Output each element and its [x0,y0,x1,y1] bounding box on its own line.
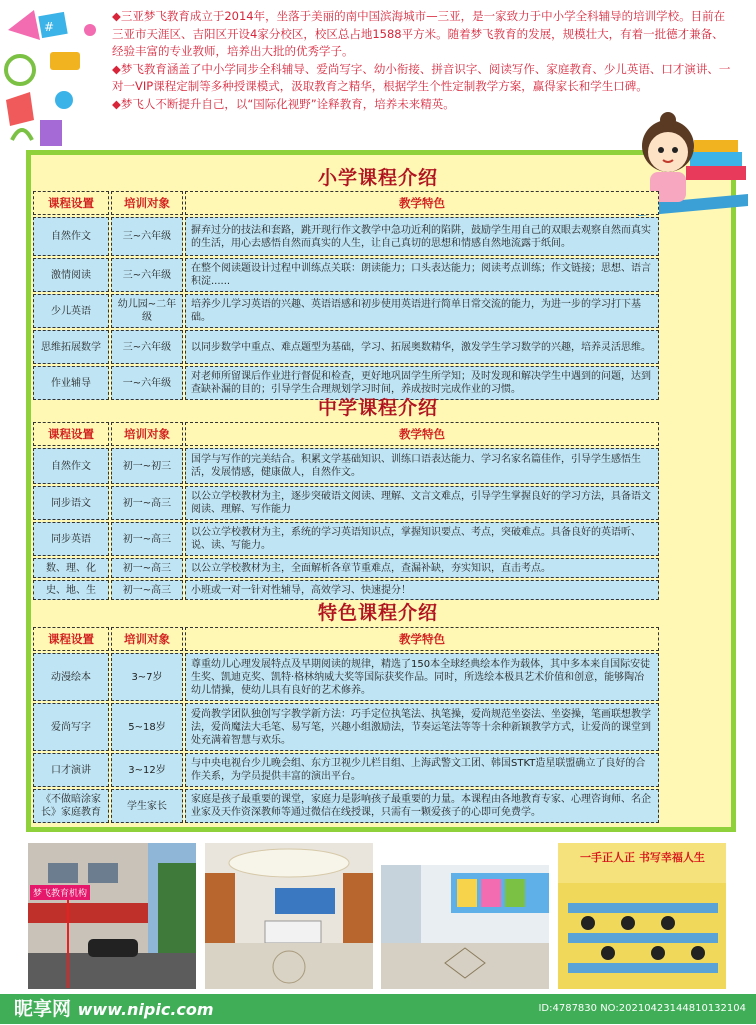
course-cell: 自然作文 [33,448,109,484]
intro-paragraph: ◆梦飞人不断提升自己，以“国际化视野”诠释教育，培养未来精英。 [112,96,455,111]
table-row [33,558,659,578]
target-cell: 初一~高三 [111,486,183,520]
feature-cell: 国学与写作的完美结合。积累文学基础知识、训练口语表达能力、学习名家名篇佳作，引导学生感悟生活，发展情感，健康做人，自然作文。 [185,448,659,484]
photo-classroom [558,843,726,989]
feature-cell: 以公立学校教材为主，系统的学习英语知识点，掌握知识要点、考点，突破难点。具备良好的英语听、说、读、写能力。 [185,522,659,556]
feature-cell: 尊重幼儿心理发展特点及早期阅读的规律，精选了150本全球经典绘本作为载体，其中多本来自国际安徒生奖、凯迪克奖、凯特·格林纳威大奖等国际获奖作品。同时，所选绘本极具艺术价值和创意，能够陶冶幼儿情操，使幼儿具有良好的艺术修养。 [185,653,659,701]
section-title-primary: 小学课程介绍 [317,167,438,189]
target-cell: 3~7岁 [111,653,183,701]
photo-reception-hall [205,843,373,989]
course-cell: 爱尚写字 [33,703,109,751]
feature-cell: 小班或一对一针对性辅导，高效学习、快速提分！ [185,580,659,600]
course-cell: 动漫绘本 [33,653,109,701]
school-location-label: 梦飞教育机构 [30,885,90,900]
table-row [33,448,659,484]
feature-course-table [31,625,661,825]
feature-cell: 与中央电视台少儿晚会组、东方卫视少儿栏目组、上海武警文工团、韩国STKT造星联盟确立了良好的合作关系，为学员提供丰富的演出平台。 [185,753,659,787]
table-row [33,703,659,751]
section-title-middle: 中学课程介绍 [317,397,438,419]
photo-street-storefront [28,843,196,989]
header-feature: 教学特色 [185,627,659,651]
header-course: 课程设置 [33,191,109,215]
watermark-url: www.nipic.com [77,1000,214,1019]
feature-cell: 以同步数学中重点、难点题型为基础，学习、拓展奥数精华，激发学生学习数学的兴趣，培养灵活思维。 [185,330,659,364]
feature-cell: 以公立学校教材为主，逐步突破语文阅读、理解、文言文难点，引导学生掌握良好的学习方法，具备语文阅读、理解、写作能力 [185,486,659,520]
target-cell: 5~18岁 [111,703,183,751]
feature-cell: 爱尚教学团队独创写字教学新方法：巧手定位执笔法、执笔操，爱尚规范坐姿法、坐姿操，笔画联想教学法，爱尚魔法大毛笔、易写笔，兴趣小组激励法，节奏运笔法等等十余种新颖教学方式，让爱尚的课堂到处充满着智慧与欢乐。 [185,703,659,751]
table-row [33,522,659,556]
table-row [33,580,659,600]
course-cell: 史、地、生 [33,580,109,600]
target-cell: 三~六年级 [111,258,183,292]
feature-cell: 培养少儿学习英语的兴趣、英语语感和初步使用英语进行简单日常交流的能力，为进一步的学习打下基础。 [185,294,659,328]
course-cell: 自然作文 [33,217,109,256]
course-cell: 数、理、化 [33,558,109,578]
feature-cell: 摒弃过分的技法和套路，跳开现行作文教学中急功近利的陷阱，鼓励学生用自己的双眼去观察自然而真实的生活，用心去感悟自然而真实的人生，让自己真切的思想和情感自然地流露于纸间。 [185,217,659,256]
decorative-education-icons [0,0,110,160]
target-cell: 三~六年级 [111,217,183,256]
classroom-banner: 一手正人正 书写幸福人生 [580,851,705,864]
table-header-row [33,191,659,215]
target-cell: 初一~高三 [111,522,183,556]
table-row [33,789,659,823]
image-id: ID:4787830 NO:20210423144810132104 [538,1003,746,1014]
table-row [33,217,659,256]
primary-course-table [31,189,661,402]
table-row [33,330,659,364]
course-cell: 《不做暗涂家长》家庭教育 [33,789,109,823]
header-course: 课程设置 [33,627,109,651]
target-cell: 初一~初三 [111,448,183,484]
target-cell: 初一~高三 [111,580,183,600]
table-row [33,753,659,787]
target-cell: 三~六年级 [111,330,183,364]
street-image [28,843,196,989]
course-cell: 思维拓展数学 [33,330,109,364]
table-header-row [33,422,659,446]
feature-cell: 在整个阅读题设计过程中训练点关联：朗读能力；口头表达能力；阅读考点训练；作文链接；思想、语言积淀...... [185,258,659,292]
header-feature: 教学特色 [185,422,659,446]
feature-cell: 家庭是孩子最重要的课堂，家庭力是影响孩子最重要的力量。本课程由各地教育专家、心理咨询师、名企业家及天作资深教师等通过微信在线授课，只需有一颗爱孩子的心即可免费学。 [185,789,659,823]
intro-paragraph: ◆三亚梦飞教育成立于2014年，坐落于美丽的南中国滨海城市—三亚，是一家致力于中小学全科辅导的培训学校。目前在三亚市天涯区、吉阳区开设4家分校区，校区总占地1588平方米。随着梦飞教育的发展，规模壮大，有着一批德才兼备、经验丰富的专业教师，培养出大批的优秀学子。 [112,9,726,58]
feature-cell: 以公立学校教材为主，全面解析各章节重难点，查漏补缺，夯实知识，直击考点。 [185,558,659,578]
table-row [33,653,659,701]
header-feature: 教学特色 [185,191,659,215]
course-cell: 同步英语 [33,522,109,556]
feature-cell: 对老师所留课后作业进行督促和检查，更好地巩固学生所学知；及时发现和解决学生中遇到的问题，达到查缺补漏的目的；引导学生合理规划学习时间，养成按时完成作业的习惯。 [185,366,659,400]
table-row [33,294,659,328]
watermark-name: 昵享网 [14,998,72,1020]
course-cell: 作业辅导 [33,366,109,400]
photo-strip [28,843,728,993]
course-cell: 口才演讲 [33,753,109,787]
reception-image [205,843,373,989]
target-cell: 初一~高三 [111,558,183,578]
target-cell: 幼儿园~二年级 [111,294,183,328]
course-cell: 少儿英语 [33,294,109,328]
watermark-logo [14,994,214,1025]
section-title-feature: 特色课程介绍 [317,602,438,624]
course-cell: 激情阅读 [33,258,109,292]
table-row [33,486,659,520]
svg-text:#: # [44,20,55,34]
corridor-image [381,843,549,989]
photo-corridor [381,843,549,989]
target-cell: 学生家长 [111,789,183,823]
header-target: 培训对象 [111,627,183,651]
header-target: 培训对象 [111,191,183,215]
intro-text [112,8,732,113]
table-header-row [33,627,659,651]
intro-paragraph: ◆梦飞教育涵盖了中小学同步全科辅导、爱尚写字、幼小衔接、拼音识字、阅读写作、家庭教育、少儿英语、口才演讲、一对一VIP课程定制等多种授课模式，汲取教育之精华，根据学生个性定制教学方案，赢得家长和学生口碑。 [112,61,731,93]
target-cell: 3~12岁 [111,753,183,787]
header-course: 课程设置 [33,422,109,446]
middle-course-table [31,420,661,602]
target-cell: 一~六年级 [111,366,183,400]
table-row [33,258,659,292]
header-target: 培训对象 [111,422,183,446]
course-cell: 同步语文 [33,486,109,520]
